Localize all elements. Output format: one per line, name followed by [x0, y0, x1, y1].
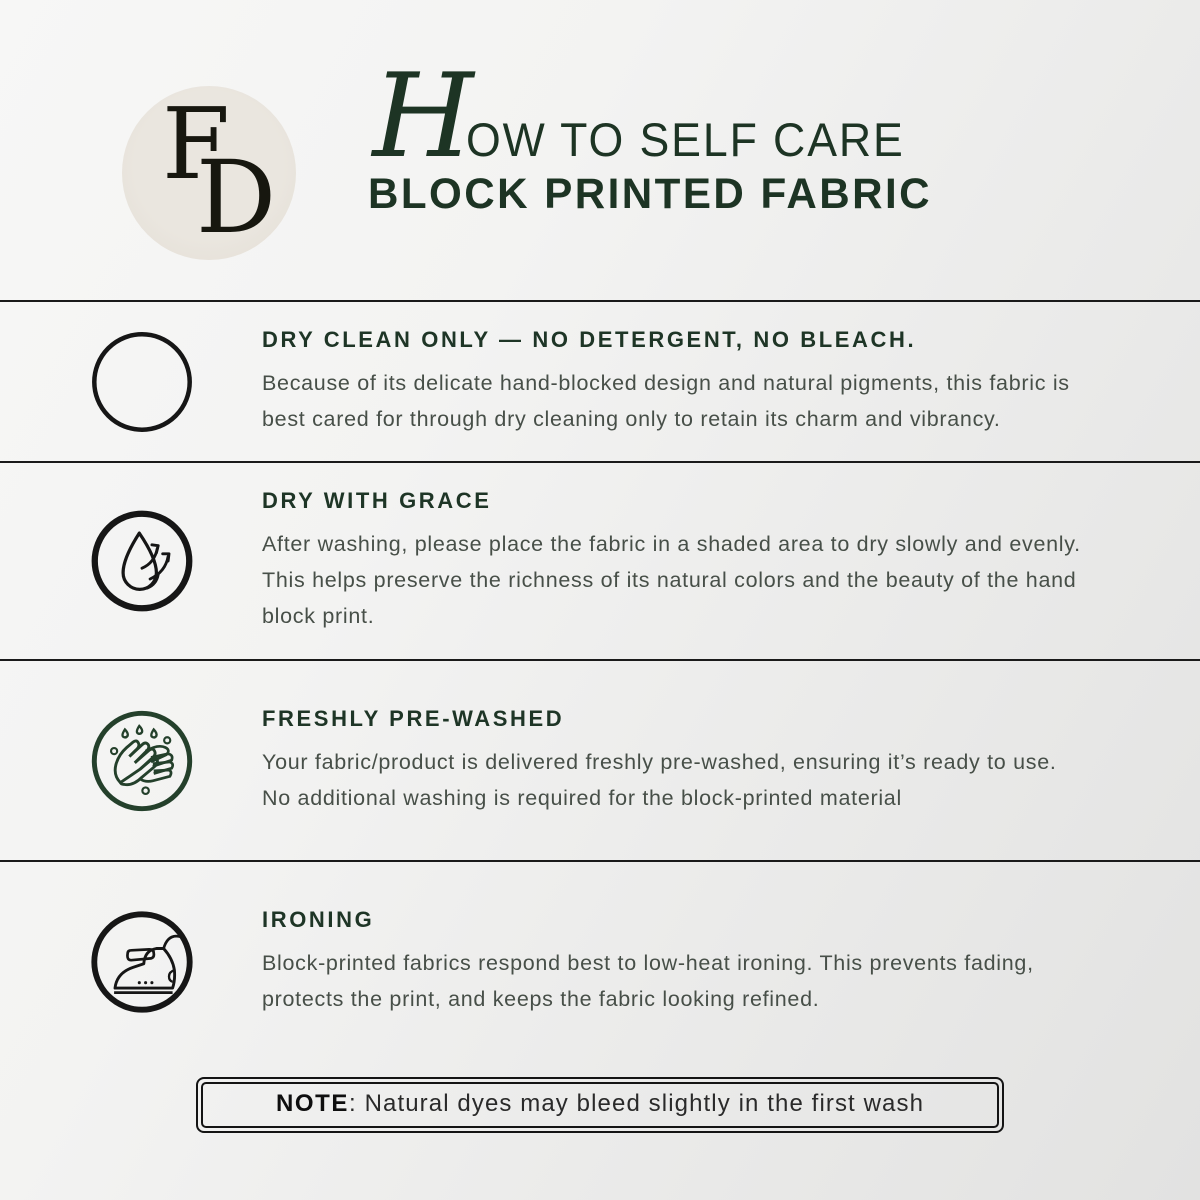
section-text: [262, 706, 1092, 816]
title-line: [330, 49, 970, 184]
title-script-letter: H: [372, 49, 470, 184]
logo-letter-f: F: [162, 88, 230, 202]
section-body: Because of its delicate hand-blocked design and natural pigments, this fabric is best cared for through dry cleaning only to retain its charm and vibrancy.: [262, 370, 1070, 431]
section-title: FRESHLY PRE-WASHED: [262, 705, 565, 731]
dry-clean-circle-icon: [0, 328, 262, 436]
logo-letter-d: D: [196, 139, 277, 256]
section-ironing: [0, 862, 1200, 1062]
note-body: : Natural dyes may bleed slightly in the first wash: [349, 1090, 925, 1117]
note-text: [201, 1082, 999, 1128]
page-title: [330, 49, 970, 219]
care-instruction-list: [0, 300, 1200, 1062]
section-dry-clean: [0, 302, 1200, 463]
section-text: [262, 488, 1092, 634]
section-freshly-pre-washed: [0, 661, 1200, 862]
water-drop-evaporation-icon: [0, 507, 262, 615]
iron-icon: [0, 908, 262, 1016]
section-body: Block-printed fabrics respond best to low-heat ironing. This prevents fading, protects the print, and keeps the fabric looking refined.: [262, 951, 1034, 1011]
section-dry-with-grace: [0, 463, 1200, 661]
hand-washing-icon: [0, 707, 262, 815]
section-title: DRY WITH GRACE: [262, 488, 492, 513]
section-body: After washing, please place the fabric in a shaded area to dry slowly and evenly. This helps preserve the richness of its natural colors and the beauty of the hand block print.: [262, 532, 1081, 628]
note-box: [196, 1077, 1004, 1133]
section-title: DRY CLEAN ONLY — NO DETERGENT, NO BLEACH.: [262, 326, 917, 352]
section-text: [262, 327, 1092, 437]
section-text: [262, 907, 1092, 1017]
note-label: NOTE: [275, 1090, 350, 1117]
brand-logo: [122, 86, 296, 260]
section-title: IRONING: [262, 907, 375, 932]
title-rest: OW TO SELF CARE: [465, 113, 905, 166]
section-body: Your fabric/product is delivered freshly pre-washed, ensuring it’s ready to use. No additional washing is required for the block-printed material: [262, 749, 1057, 810]
header: [0, 0, 1200, 300]
page-subtitle: BLOCK PRINTED FABRIC: [367, 170, 933, 218]
